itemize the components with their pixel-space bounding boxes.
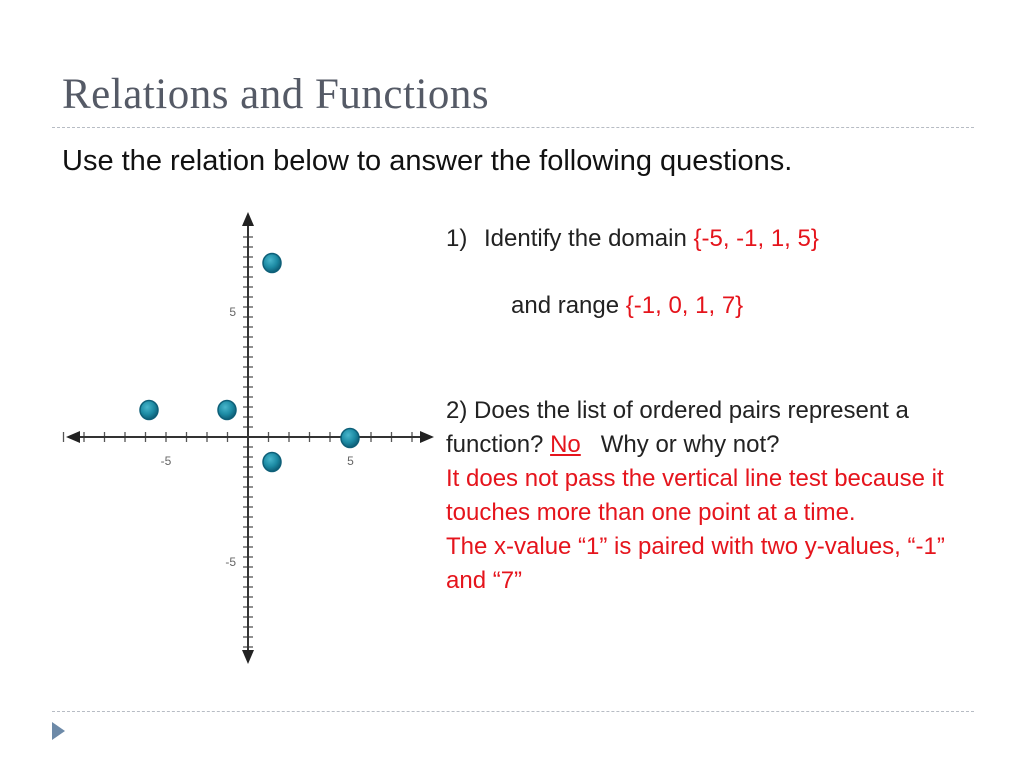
explanation-x-value: The x-value “1” is paired with two y-values, “-1” and “7”	[446, 533, 945, 594]
data-point	[263, 254, 281, 273]
axis-ticks	[64, 237, 413, 647]
slide-title: Relations and Functions	[62, 71, 490, 118]
y-tick-label: 5	[229, 305, 236, 319]
question-2-suffix: Why or why not?	[600, 431, 780, 458]
domain-answer: {-5, -1, 1, 5}	[693, 225, 819, 252]
range-line	[511, 289, 743, 323]
coordinate-graph	[60, 208, 440, 668]
axes	[66, 212, 434, 664]
question-1-text: Identify the domain	[484, 225, 687, 252]
data-point	[263, 453, 281, 472]
x-tick-label: 5	[347, 454, 354, 468]
slide-bullet-arrow-icon	[52, 722, 65, 740]
footer-divider	[52, 711, 974, 712]
question-1-number: 1)	[446, 225, 468, 252]
slide-subtitle: Use the relation below to answer the following questions.	[62, 145, 793, 177]
title-divider	[52, 127, 974, 128]
data-point	[218, 401, 236, 420]
data-point	[140, 401, 158, 420]
explanation-vertical-line-test: It does not pass the vertical line test because it touches more than one point at a time.	[446, 465, 944, 526]
range-text: and range	[511, 292, 620, 319]
y-tick-label: -5	[225, 555, 236, 569]
x-tick-label: -5	[160, 454, 172, 468]
data-points	[140, 254, 359, 472]
y-axis-down-arrow	[242, 650, 254, 664]
y-axis-up-arrow	[242, 212, 254, 226]
x-axis-left-arrow	[66, 431, 80, 443]
data-point	[341, 429, 359, 448]
question-1	[446, 222, 819, 256]
question-2-prefix: 2) Does the list of ordered pairs represent a function?	[446, 397, 909, 458]
question-2	[446, 394, 946, 598]
x-axis-right-arrow	[420, 431, 434, 443]
function-answer: No	[550, 431, 581, 458]
range-answer: {-1, 0, 1, 7}	[625, 292, 744, 319]
